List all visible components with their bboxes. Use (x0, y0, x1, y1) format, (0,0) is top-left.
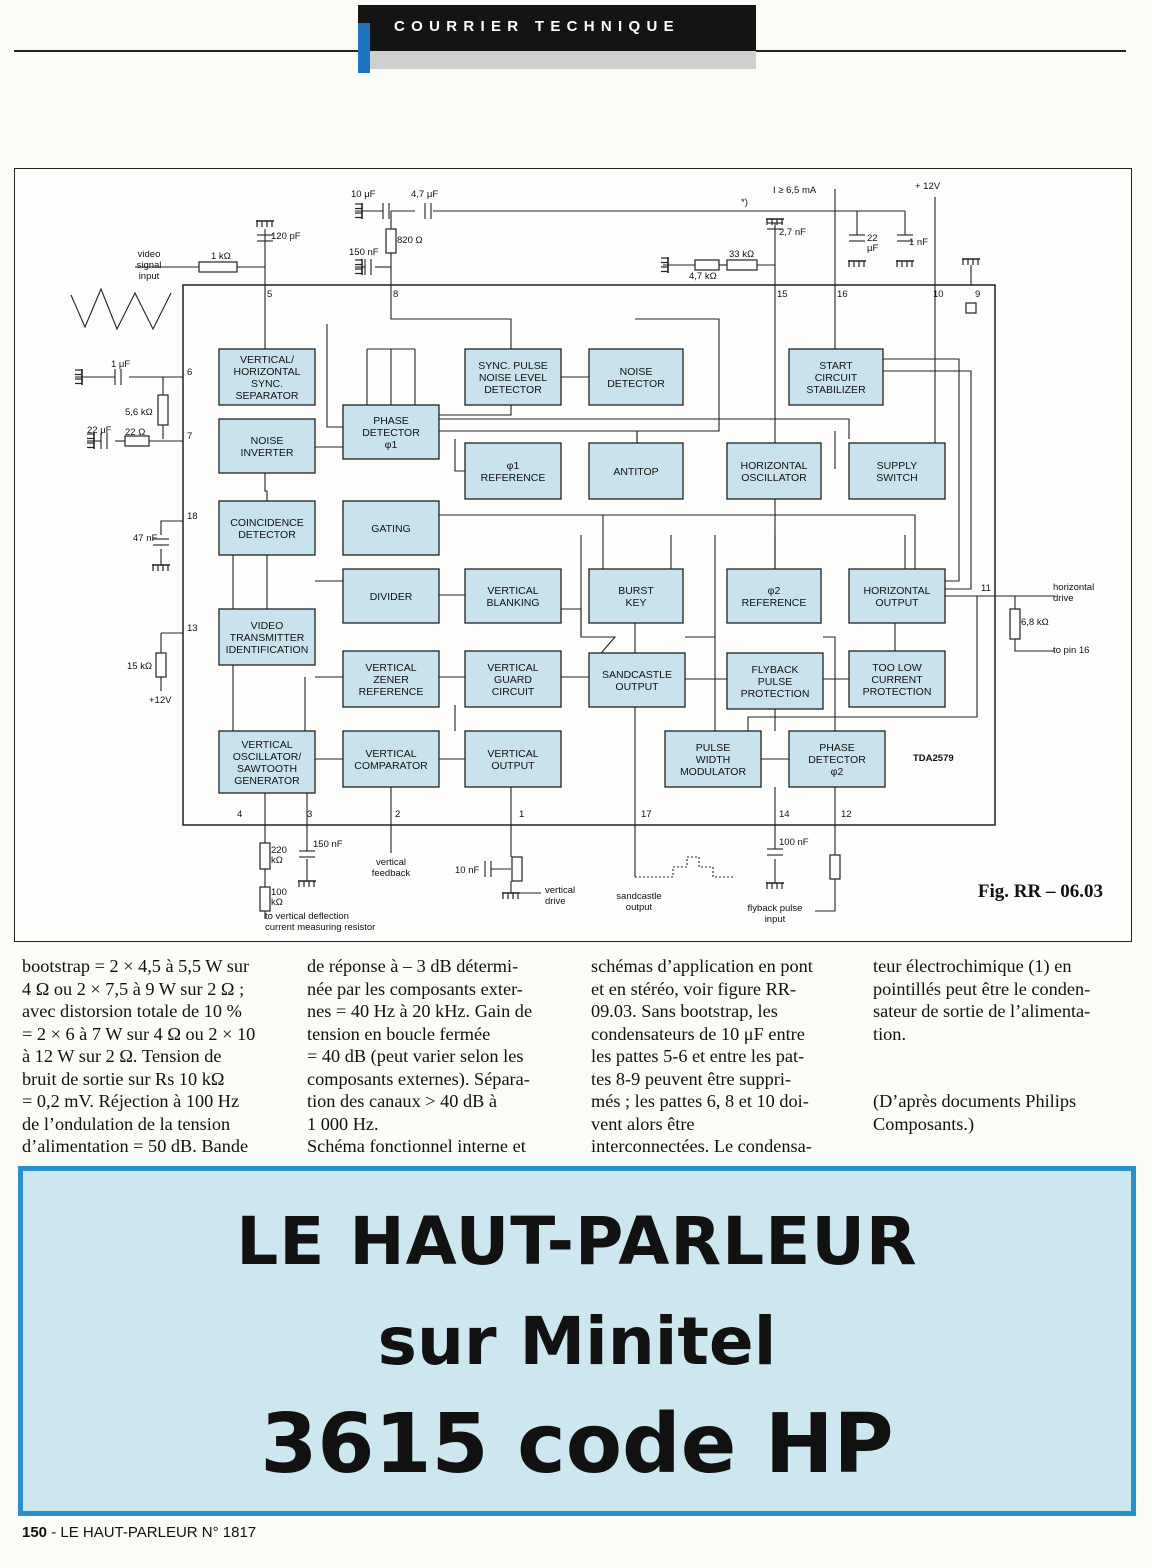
vertical-feedback-label: vertical (375, 857, 407, 868)
pin-number: 13 (187, 623, 198, 634)
block-label: VERTICAL (241, 739, 293, 751)
block-label: PULSE (757, 676, 793, 688)
text-line: les pattes 5-6 et entre les pat- (591, 1046, 805, 1066)
ad-minitel-code: 3615 code HP (260, 1397, 894, 1492)
video-input-wire (237, 267, 265, 285)
block-label: SEPARATOR (235, 390, 299, 402)
text-line: més ; les pattes 6, 8 et 10 doi- (591, 1091, 809, 1111)
block-label: PROTECTION (740, 688, 810, 700)
block-label: REFERENCE (480, 472, 546, 484)
r47k-resistor (695, 260, 719, 270)
pin-number: 16 (837, 289, 848, 300)
supply-label: + 12V (915, 181, 941, 192)
block-label: VERTICAL/ (239, 354, 295, 366)
text-line: = 40 dB (peut varier selon les (307, 1046, 524, 1066)
block-label: REFERENCE (358, 686, 424, 698)
text-line: interconnectées. Le condensa- (591, 1136, 812, 1156)
text-line: Composants.) (873, 1113, 975, 1134)
block-label: REFERENCE (741, 597, 807, 609)
text-line: de l’ondulation de la tension (22, 1113, 231, 1134)
block-horizontal-oscillator (727, 443, 821, 499)
block-label: OUTPUT (491, 760, 535, 772)
v12-left-label: +12V (149, 695, 172, 706)
block-label: DETECTOR (607, 378, 665, 390)
page-footer (22, 1524, 256, 1541)
pin-number: 4 (237, 809, 243, 820)
block-label: COMPARATOR (354, 760, 428, 772)
block-phase-detector-2 (789, 731, 885, 787)
text-line: tion. (873, 1023, 907, 1044)
block-label: DETECTOR (808, 754, 866, 766)
text-line: pointillés peut être le conden- (873, 978, 1091, 999)
r68k-label: 6,8 kΩ (1021, 617, 1049, 628)
r820-label: 820 Ω (397, 235, 423, 246)
c22u-label: 22 (867, 233, 878, 244)
block-too-low (849, 651, 945, 707)
ad-headline: LE HAUT-PARLEUR (236, 1203, 918, 1280)
text-line: (D’après documents Philips (873, 1091, 1077, 1111)
text-line: composants externes). Sépara- (307, 1068, 530, 1089)
text-line: tes 8-9 peuvent être suppri- (591, 1068, 792, 1089)
block-label: MODULATOR (679, 766, 747, 778)
pin-number: 6 (187, 367, 193, 378)
c47u-label: 4,7 μF (411, 189, 439, 200)
block-label: COINCIDENCE (230, 517, 304, 529)
block-label: SWITCH (876, 472, 918, 484)
c1n-label: 1 nF (909, 237, 929, 248)
block-label: NOISE (619, 366, 653, 378)
block-label: WIDTH (695, 754, 731, 766)
tda2579-block-diagram (15, 169, 1131, 941)
block-label: OSCILLATOR (741, 472, 807, 484)
block-label: CIRCUIT (814, 372, 858, 384)
block-phi2-reference (727, 569, 821, 623)
block-label: OUTPUT (615, 681, 659, 693)
r1k-resistor (199, 262, 237, 272)
text-line: tension en boucle fermée (307, 1023, 491, 1044)
pin18-wire (161, 521, 183, 535)
block-label: CIRCUIT (491, 686, 535, 698)
pin1-wire (511, 881, 541, 893)
signal-wire (455, 439, 465, 471)
header-shadow-bar (370, 51, 756, 69)
block-vertical-blanking (465, 569, 561, 623)
header-accent-bar (358, 23, 370, 73)
text-line: schémas d’application en pont (591, 956, 813, 976)
r33k-resistor (727, 260, 757, 270)
text-line (873, 1068, 1141, 1091)
text-line: née par les composants exter- (307, 978, 523, 999)
pin-number: 18 (187, 511, 198, 522)
block-gating (343, 501, 439, 555)
chip-name: TDA2579 (913, 753, 954, 764)
c1u-label: 1 μF (111, 359, 131, 370)
text-line: = 2 × 6 à 7 W sur 4 Ω ou 2 × 10 (22, 1023, 256, 1044)
block-label: INVERTER (240, 447, 294, 459)
block-label: KEY (625, 597, 647, 609)
block-label: VERTICAL (487, 748, 539, 760)
c10n-label: 10 nF (455, 865, 480, 876)
text-line: d’alimentation = 50 dB. Bande (22, 1136, 249, 1156)
block-label: PHASE (373, 415, 409, 427)
block-vertical-zener (343, 651, 439, 707)
block-label: ANTITOP (613, 466, 659, 478)
block-label: GUARD (494, 674, 532, 686)
r22-label: 22 Ω (125, 427, 146, 438)
footnote-marker: *) (741, 197, 748, 208)
text-line: vent alors être (591, 1113, 695, 1134)
r820-resistor (386, 229, 396, 253)
block-supply-switch (849, 443, 945, 499)
block-label: NOISE (250, 435, 284, 447)
block-label: SUPPLY (876, 460, 918, 472)
block-label: SYNC. PULSE (478, 360, 548, 372)
c22u-unit-label: μF (867, 243, 879, 254)
signal-wire (439, 405, 511, 415)
block-label: VERTICAL (365, 662, 417, 674)
block-vertical-output (465, 731, 561, 787)
block-label: PROTECTION (862, 686, 932, 698)
r100k-label: kΩ (271, 897, 283, 908)
ground-symbol (962, 259, 980, 265)
block-label: STABILIZER (806, 384, 866, 396)
ground-symbol (502, 893, 520, 899)
flyback-input-label: flyback pulse (747, 903, 803, 914)
block-label: HORIZONTAL (233, 366, 301, 378)
text-line: sateur de sortie de l’alimenta- (873, 1001, 1091, 1021)
text-column-4 (873, 955, 1141, 1135)
block-start-circuit (789, 349, 883, 405)
block-video-transmitter (219, 609, 315, 665)
block-vertical-comparator (343, 731, 439, 787)
text-line: 4 Ω ou 2 × 7,5 à 9 W sur 2 Ω ; (22, 978, 245, 999)
signal-wire (265, 473, 267, 501)
text-line: condensateurs de 10 μF entre (591, 1023, 805, 1044)
block-label: VERTICAL (487, 585, 539, 597)
text-line: bootstrap = 2 × 4,5 à 5,5 W sur (22, 956, 250, 976)
text-line: tion des canaux > 40 dB à (307, 1091, 498, 1111)
block-label: ZENER (373, 674, 409, 686)
video-waveform (71, 289, 171, 329)
signal-wire (439, 431, 637, 443)
text-column-2 (307, 955, 575, 1158)
block-label: SYNC. (250, 378, 284, 390)
vertical-deflection-label: current measuring resistor (265, 922, 376, 933)
block-label: VERTICAL (487, 662, 539, 674)
video-input-label: video (137, 249, 161, 260)
signal-wire (439, 515, 915, 569)
ground-symbol (848, 261, 866, 267)
block-label: DETECTOR (362, 427, 420, 439)
block-coincidence (219, 501, 315, 555)
r68k-resistor (1010, 609, 1020, 639)
block-label: VIDEO (250, 620, 284, 632)
block-label: HORIZONTAL (740, 460, 808, 472)
signal-wire (391, 285, 511, 349)
r100k-resistor (260, 887, 270, 911)
text-line: à 12 W sur 2 Ω. Tension de (22, 1046, 222, 1066)
r15k-label: 15 kΩ (127, 661, 153, 672)
block-vertical-guard (465, 651, 561, 707)
block-sandcastle (589, 653, 685, 707)
pin9-component (966, 303, 976, 313)
c27n-label: 2,7 nF (779, 227, 806, 238)
pin-number: 2 (395, 809, 401, 820)
block-label: OUTPUT (875, 597, 919, 609)
text-line: bruit de sortie sur Rs 10 kΩ (22, 1068, 225, 1089)
block-label: BLANKING (486, 597, 540, 609)
figure-caption: Fig. RR – 06.03 (977, 881, 1103, 902)
text-column-1 (22, 955, 290, 1158)
pin-number: 15 (777, 289, 788, 300)
c150n-label: 150 nF (349, 247, 379, 258)
r56k-label: 5,6 kΩ (125, 407, 153, 418)
block-label: DETECTOR (238, 529, 296, 541)
article-text (22, 955, 1132, 1165)
vertical-feedback-label: feedback (371, 868, 411, 879)
vertical-drive-label: drive (545, 896, 566, 907)
block-label: FLYBACK (751, 664, 799, 676)
block-label: DIVIDER (369, 591, 413, 603)
pin-number: 12 (841, 809, 852, 820)
pin-number: 14 (779, 809, 790, 820)
block-label: BURST (618, 585, 654, 597)
block-antitop (589, 443, 683, 499)
text-line: teur électrochimique (1) en (873, 956, 1072, 976)
pin-number: 10 (933, 289, 944, 300)
to-pin16-label: to pin 16 (1053, 645, 1090, 656)
r47k-label: 4,7 kΩ (689, 271, 717, 282)
pin-number: 9 (975, 289, 981, 300)
pin-number: 3 (307, 809, 313, 820)
pin-number: 1 (519, 809, 525, 820)
current-label: I ≥ 6,5 mA (773, 185, 817, 196)
block-label: HORIZONTAL (863, 585, 931, 597)
page-number: 150 (22, 1524, 48, 1541)
ground-symbol (766, 883, 784, 889)
ground-symbol (152, 565, 170, 571)
block-phase-detector-1 (343, 405, 439, 459)
flyback-input-resistor (830, 855, 840, 879)
block-label: DETECTOR (484, 384, 542, 396)
block-pwm (665, 731, 761, 787)
vertical-deflection-label: to vertical deflection (265, 911, 349, 922)
block-label: OSCILLATOR/ (232, 751, 302, 763)
block-label: φ2 (767, 585, 781, 597)
signal-wire (327, 324, 343, 427)
c120p-label: 120 pF (271, 231, 301, 242)
r220k-label: kΩ (271, 855, 283, 866)
text-line: 09.03. Sans bootstrap, les (591, 1001, 778, 1021)
section-header (358, 5, 756, 51)
block-label: φ2 (830, 766, 844, 778)
block-noise-detector (589, 349, 683, 405)
text-line: et en stéréo, voir figure RR- (591, 978, 797, 999)
ground-symbol (256, 221, 274, 227)
video-input-label: input (138, 271, 160, 282)
pin12-wire (815, 879, 835, 911)
r100k-label: 100 (271, 887, 287, 898)
block-label: TOO LOW (872, 662, 922, 674)
c150n-bottom-label: 150 nF (313, 839, 343, 850)
block-burst-key (589, 569, 683, 623)
block-noise-inverter (219, 419, 315, 473)
horizontal-drive-label: drive (1053, 593, 1074, 604)
text-line: 1 000 Hz. (307, 1113, 379, 1134)
signal-wire (1015, 639, 1055, 651)
sandcastle-waveform (635, 857, 735, 877)
text-line: = 0,2 mV. Réjection à 100 Hz (22, 1091, 240, 1111)
section-title: COURRIER TECHNIQUE (394, 18, 680, 35)
block-label: CURRENT (871, 674, 923, 686)
sandcastle-output-label: output (625, 902, 653, 913)
block-label: φ1 (506, 460, 520, 472)
block-label: φ1 (384, 439, 398, 451)
block-label: PULSE (695, 742, 731, 754)
block-vertical-oscillator (219, 731, 315, 793)
video-input-label: signal (136, 260, 162, 271)
r1k-label: 1 kΩ (211, 251, 231, 262)
flyback-input-label: input (764, 914, 786, 925)
block-label: IDENTIFICATION (225, 644, 309, 656)
block-label: TRANSMITTER (229, 632, 305, 644)
vertical-drive-resistor (512, 857, 522, 881)
c22u-left-label: 22 μF (87, 425, 112, 436)
block-label: NOISE LEVEL (478, 372, 548, 384)
block-label: PHASE (819, 742, 855, 754)
minitel-advertisement (18, 1166, 1136, 1516)
horizontal-drive-label: horizontal (1053, 582, 1095, 593)
text-line: Schéma fonctionnel interne et (307, 1136, 526, 1156)
ad-subheadline: sur Minitel (377, 1303, 777, 1380)
r56k-resistor (158, 395, 168, 425)
pin-number: 5 (267, 289, 273, 300)
text-line: de réponse à – 3 dB détermi- (307, 956, 519, 976)
c10u-label: 10 μF (351, 189, 376, 200)
text-line (873, 1045, 1141, 1068)
text-line: nes = 40 Hz à 20 kHz. Gain de (307, 1001, 533, 1021)
vertical-drive-label: vertical (545, 885, 576, 896)
block-vhs (219, 349, 315, 405)
block-horizontal-output (849, 569, 945, 623)
r33k-label: 33 kΩ (729, 249, 755, 260)
block-flyback (727, 653, 823, 709)
c100n-label: 100 nF (779, 837, 809, 848)
block-diagram-figure (14, 168, 1132, 942)
signal-wire (561, 609, 581, 637)
pin-number: 17 (641, 809, 652, 820)
block-label: VERTICAL (365, 748, 417, 760)
text-line: avec distorsion totale de 10 % (22, 1001, 242, 1021)
publication-name: - LE HAUT-PARLEUR N° 1817 (47, 1524, 257, 1541)
block-label: SAWTOOTH (236, 763, 298, 775)
sandcastle-output-label: sandcastle (616, 891, 662, 902)
block-phi1-reference (465, 443, 561, 499)
pin-number: 11 (981, 583, 991, 594)
pin-number: 8 (393, 289, 399, 300)
text-column-3 (591, 955, 859, 1158)
signal-wire (439, 419, 849, 439)
block-sync-pulse (465, 349, 561, 405)
block-label: GENERATOR (234, 775, 300, 787)
r220k-label: 220 (271, 845, 287, 856)
pin-number: 7 (187, 431, 193, 442)
block-label: SANDCASTLE (601, 669, 673, 681)
r15k-resistor (156, 653, 166, 677)
block-label: GATING (371, 523, 411, 535)
r220k-resistor (260, 843, 270, 869)
ground-symbol (896, 261, 914, 267)
ground-symbol (298, 881, 316, 887)
block-divider (343, 569, 439, 623)
c47n-label: 47 nF (133, 533, 158, 544)
block-label: START (819, 360, 853, 372)
